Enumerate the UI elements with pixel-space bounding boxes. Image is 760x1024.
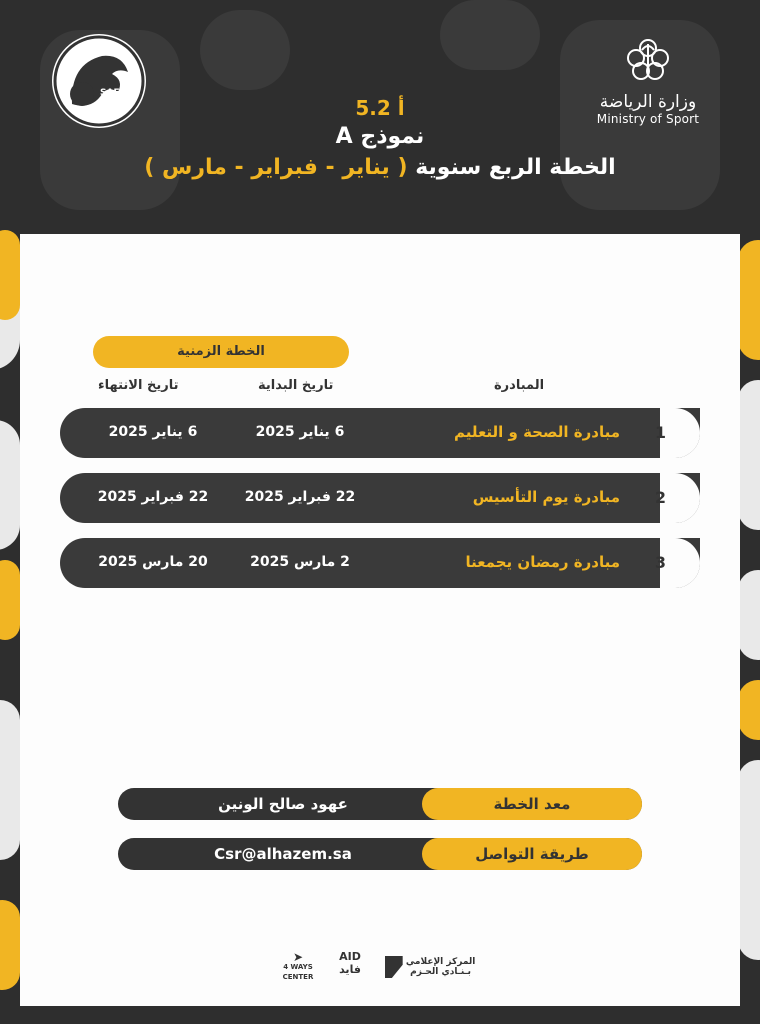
arrow-icon: ➤ — [292, 950, 304, 964]
plan-title — [0, 155, 760, 180]
hazem-shield-icon — [385, 956, 403, 978]
contact-row — [118, 838, 642, 870]
media-center-logo — [378, 956, 478, 978]
preparer-value: عهود صالح الونين — [218, 795, 348, 813]
timeline-header: الخطة الزمنية — [93, 336, 349, 368]
four-ways-bottom: CENTER — [282, 973, 314, 981]
row-end-date: 20 مارس 2025 — [98, 554, 208, 570]
row-end-date: 6 يناير 2025 — [108, 424, 198, 440]
form-code: أ 5.2 — [355, 96, 405, 120]
row-number: 2 — [654, 488, 666, 507]
table-row — [60, 473, 700, 523]
media-center-line1: المركز الإعلامي — [405, 957, 476, 967]
row-start-date: 2 مارس 2025 — [250, 554, 350, 570]
row-number: 3 — [654, 553, 666, 572]
row-number: 1 — [654, 423, 666, 442]
row-initiative: مبادرة يوم التأسيس — [472, 488, 620, 506]
header — [0, 0, 760, 232]
aid-bottom: فايد — [339, 963, 361, 976]
col-end-header: تاريخ الانتهاء — [98, 378, 179, 393]
aid-logo — [330, 952, 370, 975]
row-start-date: 22 فبراير 2025 — [244, 489, 356, 505]
row-end-date: 22 فبراير 2025 — [97, 489, 209, 505]
ministry-name-en: Ministry of Sport — [596, 112, 700, 126]
col-start-header: تاريخ البداية — [258, 378, 334, 393]
plan-months: ( يناير - فبراير - مارس ) — [144, 155, 408, 180]
contact-value[interactable]: Csr@alhazem.sa — [214, 845, 352, 863]
media-center-line2: بـنـادي الحـزم — [410, 967, 471, 977]
four-ways-top: 4 WAYS — [283, 963, 313, 971]
contact-label: طريقة التواصل — [422, 838, 642, 870]
col-initiative-header: المبادرة — [494, 378, 545, 393]
ministry-name-ar: وزارة الرياضة — [599, 92, 697, 112]
table-row — [60, 538, 700, 588]
saff-text: SAFF — [100, 88, 126, 98]
palm-emblem-icon — [620, 30, 676, 86]
footer-logos — [0, 948, 760, 988]
table-row — [60, 408, 700, 458]
four-ways-logo — [278, 952, 318, 982]
row-start-date: 6 يناير 2025 — [255, 424, 345, 440]
row-initiative: مبادرة رمضان يجمعنا — [465, 553, 620, 571]
plan-title-text: الخطة الربع سنوية — [415, 155, 616, 180]
preparer-row — [118, 788, 642, 820]
model-title: نموذج A — [335, 124, 425, 149]
aid-top: AID — [339, 950, 361, 963]
row-initiative: مبادرة الصحة و التعليم — [453, 423, 620, 441]
preparer-label: معد الخطة — [422, 788, 642, 820]
title-block — [0, 96, 760, 180]
